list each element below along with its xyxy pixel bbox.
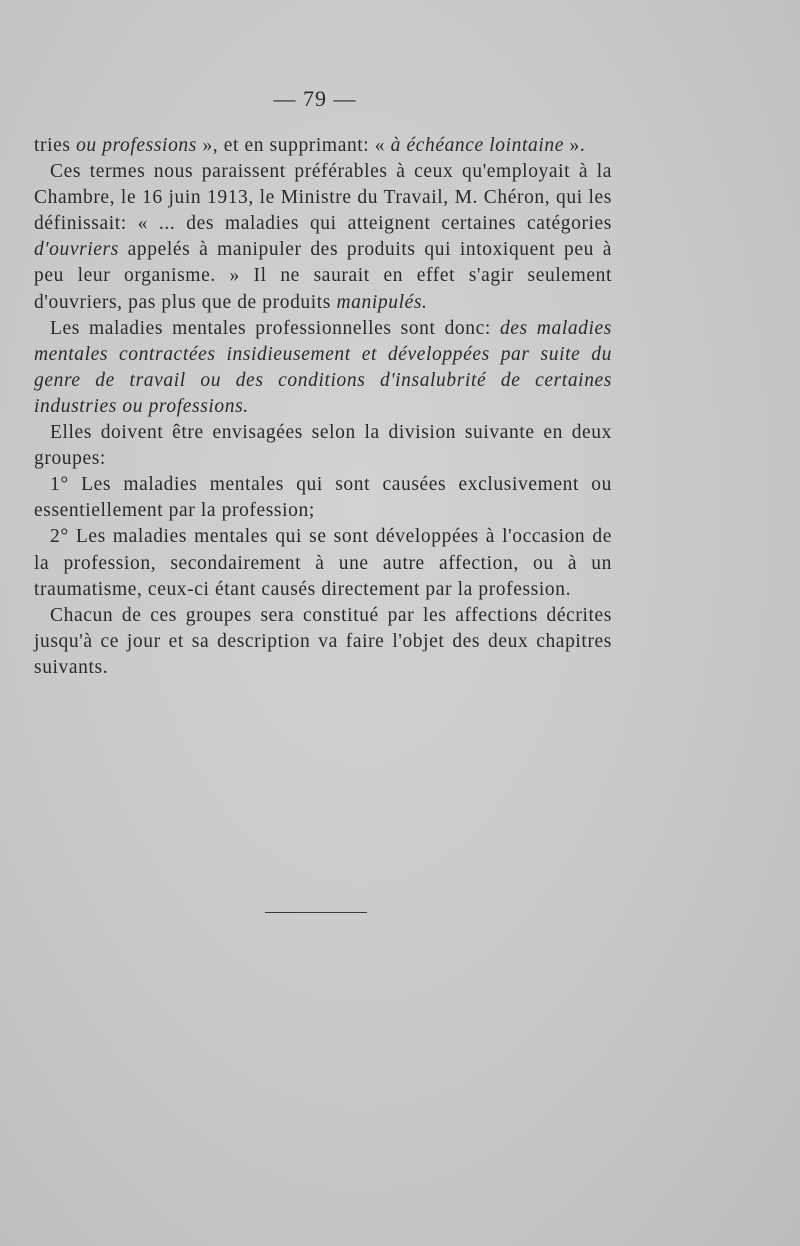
italic-text: manipulés. [336, 291, 428, 313]
text-segment: tries [34, 135, 77, 156]
body-text [34, 133, 612, 681]
text-segment: Chacun de ces groupes sera constitué par les affections décrites jusqu'à ce jour et sa description va faire l'objet des deux chapitres suivants. [34, 604, 612, 678]
text-segment: Ces termes nous paraissent préférables à ceux qu'employait à la Chambre, le 16 juin 1913, le Ministre du Travail, M. Chéron, qui les définissait: « ... des maladies qui atteignent certaines catégories [34, 161, 612, 235]
paragraph [34, 524, 612, 602]
paragraph [34, 316, 612, 420]
paragraph [34, 603, 612, 681]
page-number: — 79 — [273, 86, 357, 111]
text-segment: 1° Les maladies mentales qui sont causées exclusivement ou essentiellement par la profession; [34, 474, 612, 522]
paragraph [34, 420, 612, 472]
italic-text: des maladies mentales contractées insidieusement et développées par suite du genre de travail ou des conditions d'insalubrité de certaines industries ou professions. [34, 317, 612, 417]
text-segment: appelés à manipuler des produits qui intoxiquent peu à peu leur organisme. » Il ne saurait en effet s'agir seulement d'ouvriers, pas plus que de produits [34, 239, 612, 313]
text-segment: 2° Les maladies mentales qui se sont développées à l'occasion de la profession, secondairement à une autre affection, ou à un traumatisme, ceux-ci étant causés directement par la profession. [34, 526, 612, 600]
italic-text: à échéance lointaine [390, 135, 564, 156]
paragraph [34, 472, 612, 524]
text-segment: Elles doivent être envisagées selon la division suivante en deux groupes: [34, 422, 612, 470]
paragraph [34, 133, 612, 159]
text-segment: Les maladies mentales professionnelles sont donc: [50, 317, 500, 339]
text-segment: », et en supprimant: « [196, 135, 391, 156]
italic-text: ou professions [76, 135, 197, 156]
italic-text: d'ouvriers [34, 239, 119, 261]
text-segment: ». [564, 135, 586, 156]
paragraph [34, 159, 612, 316]
end-rule [265, 912, 367, 913]
